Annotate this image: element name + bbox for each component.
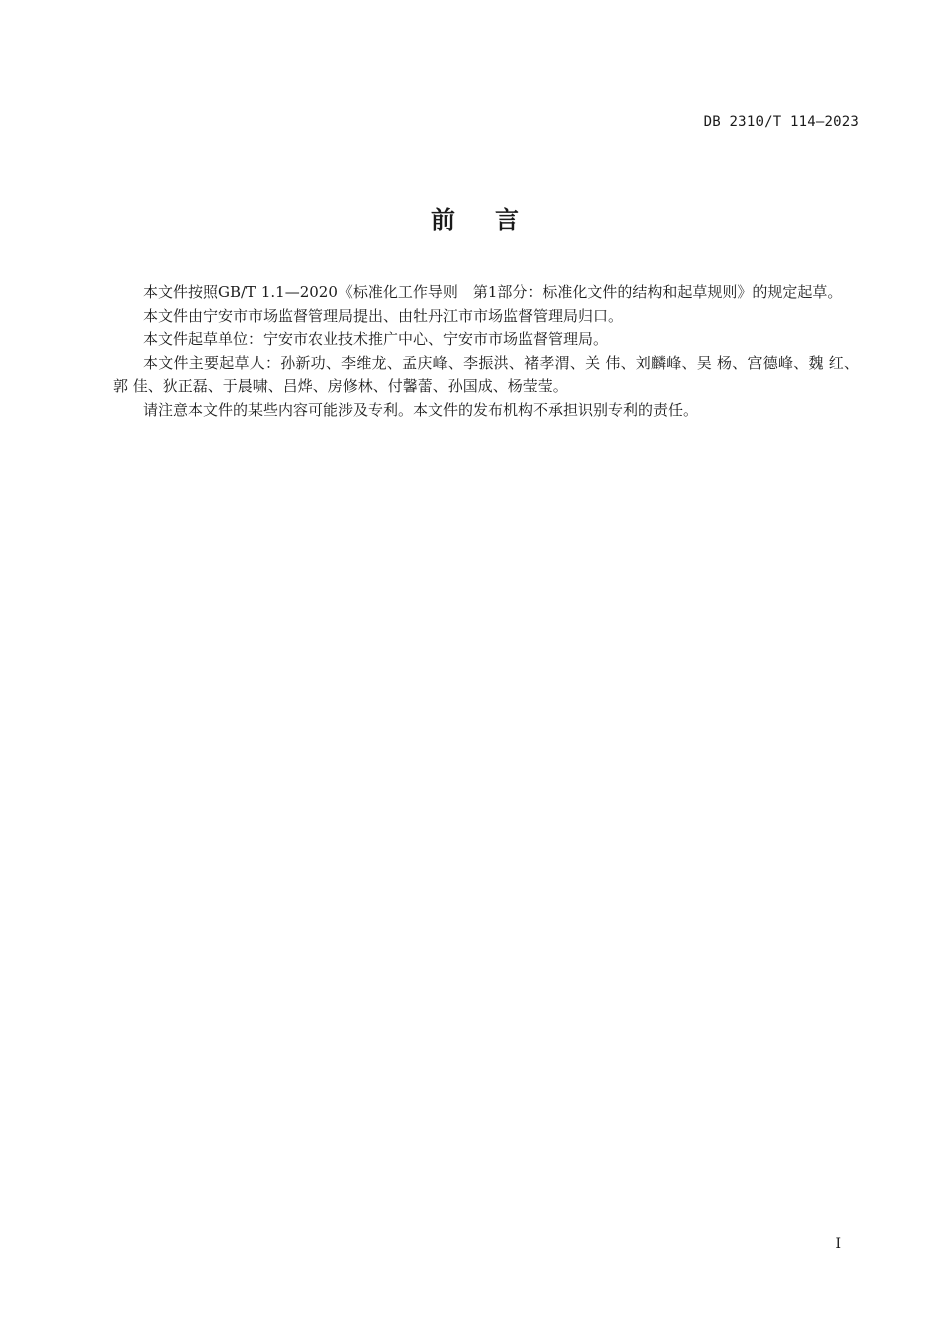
paragraph-drafters: 本文件主要起草人：孙新功、李维龙、孟庆峰、李振洪、褚孝渭、关 伟、刘麟峰、吴 杨、宫德峰、魏 红、郭 佳、狄正磊、于晨啸、吕烨、房修林、付馨蕾、孙国成、杨莹莹。 — [113, 353, 859, 395]
page-number: I — [835, 1236, 841, 1252]
paragraph-patent-notice: 请注意本文件的某些内容可能涉及专利。本文件的发布机构不承担识别专利的责任。 — [143, 400, 699, 419]
preface-body — [113, 281, 859, 422]
paragraph-drafting-units: 本文件起草单位：宁安市农业技术推广中心、宁安市市场监督管理局。 — [143, 330, 609, 348]
paragraph-proposer: 本文件由宁安市市场监督管理局提出、由牡丹江市市场监督管理局归口。 — [143, 306, 624, 325]
page-title: 前言 — [431, 206, 559, 234]
document-code: DB 2310/T 114—2023 — [703, 114, 859, 130]
paragraph-drafting-basis: 本文件按照GB/T 1.1—2020《标准化工作导则 第1部分：标准化文件的结构和起草规则》的规定起草。 — [143, 283, 843, 301]
